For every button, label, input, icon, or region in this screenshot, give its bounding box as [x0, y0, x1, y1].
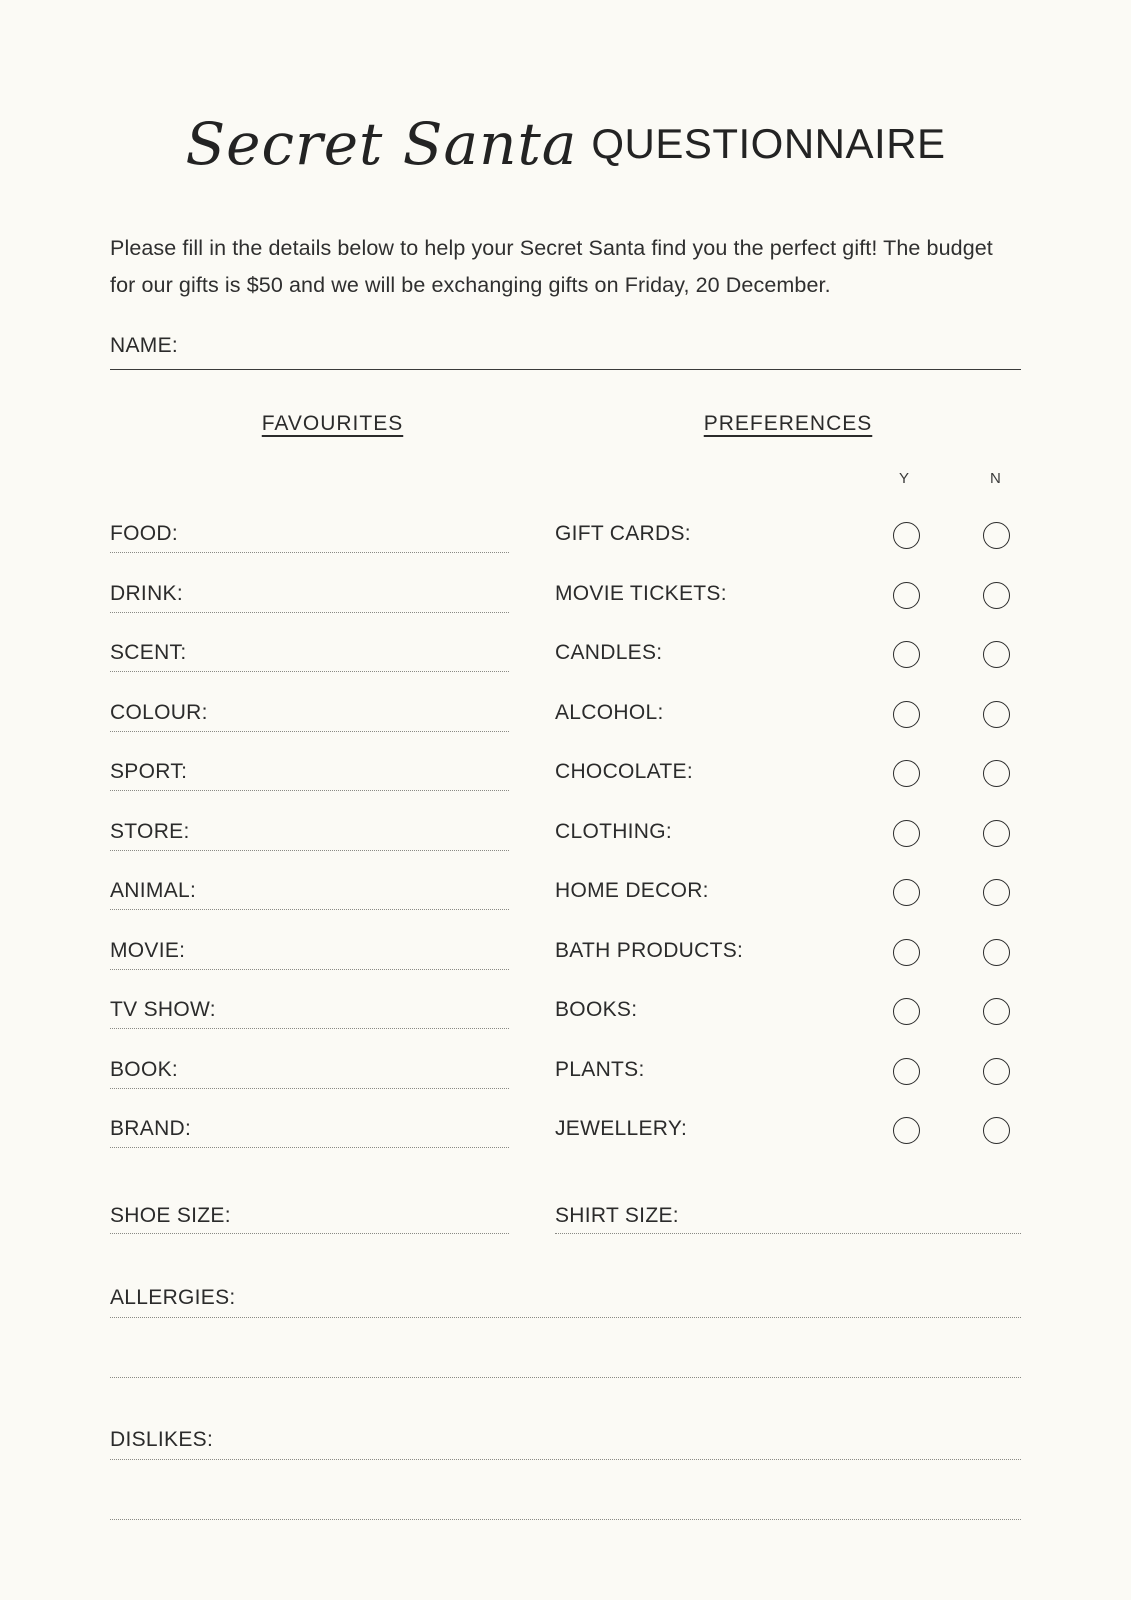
- preference-row: [555, 496, 1021, 556]
- title-line: [185, 110, 945, 178]
- preference-label: ALCOHOL:: [555, 700, 664, 724]
- preference-label: GIFT CARDS:: [555, 522, 691, 546]
- preference-yes-radio[interactable]: [893, 939, 920, 966]
- favourite-label: BOOK:: [110, 1057, 179, 1081]
- shirt-size-field[interactable]: [555, 1188, 1021, 1236]
- preference-row: [555, 674, 1021, 734]
- preference-label: PLANTS:: [555, 1057, 645, 1081]
- sizes-row: [110, 1188, 1021, 1236]
- preference-yes-radio[interactable]: [893, 1058, 920, 1085]
- intro-paragraph: Please fill in the details below to help your Secret Santa find you the perfect gift! The budget for our gifts is $50 and we will be exchanging gifts on Friday, 20 December.: [110, 236, 993, 297]
- preference-yes-radio[interactable]: [893, 879, 920, 906]
- no-column-header: N: [990, 469, 1002, 487]
- preference-yes-radio[interactable]: [893, 701, 920, 728]
- preference-row: [555, 1091, 1021, 1151]
- allergies-row-2[interactable]: [110, 1318, 1021, 1378]
- favourite-input-rule[interactable]: [110, 909, 509, 910]
- favourite-label: BRAND:: [110, 1117, 192, 1141]
- favourite-row[interactable]: [110, 853, 555, 913]
- favourite-input-rule[interactable]: [110, 671, 509, 672]
- preference-no-radio[interactable]: [983, 939, 1010, 966]
- allergies-label: ALLERGIES:: [110, 1286, 236, 1310]
- preference-row: [555, 555, 1021, 615]
- title-plain-text: QUESTIONNAIRE: [591, 120, 946, 167]
- favourite-row[interactable]: [110, 912, 555, 972]
- preference-label: JEWELLERY:: [555, 1117, 688, 1141]
- page-title: [110, 0, 1021, 178]
- preference-label: CLOTHING:: [555, 819, 673, 843]
- preference-label: HOME DECOR:: [555, 879, 709, 903]
- preference-row: [555, 1031, 1021, 1091]
- preference-yes-radio[interactable]: [893, 641, 920, 668]
- preference-yes-radio[interactable]: [893, 1117, 920, 1144]
- dislikes-input-rule-2[interactable]: [110, 1519, 1021, 1520]
- favourite-input-rule[interactable]: [110, 1028, 509, 1029]
- shoe-size-field[interactable]: [110, 1188, 555, 1236]
- name-label: NAME:: [110, 333, 179, 357]
- preference-row: [555, 972, 1021, 1032]
- preferences-column: [555, 470, 1021, 1151]
- dislikes-row-1[interactable]: [110, 1400, 1021, 1460]
- favourite-label: DRINK:: [110, 581, 183, 605]
- preference-label: BATH PRODUCTS:: [555, 938, 744, 962]
- shoe-size-label: SHOE SIZE:: [110, 1204, 231, 1228]
- allergies-row-1[interactable]: [110, 1258, 1021, 1318]
- name-input-rule[interactable]: [110, 369, 1021, 370]
- preference-no-radio[interactable]: [983, 820, 1010, 847]
- preference-no-radio[interactable]: [983, 701, 1010, 728]
- preference-no-radio[interactable]: [983, 522, 1010, 549]
- preferences-heading: PREFERENCES: [703, 411, 873, 435]
- favourite-row[interactable]: [110, 555, 555, 615]
- favourite-label: MOVIE:: [110, 938, 186, 962]
- shirt-size-label: SHIRT SIZE:: [555, 1204, 679, 1228]
- favourite-label: SCENT:: [110, 641, 187, 665]
- favourite-input-rule[interactable]: [110, 969, 509, 970]
- preference-label: BOOKS:: [555, 998, 638, 1022]
- favourite-input-rule[interactable]: [110, 731, 509, 732]
- form-columns: [110, 470, 1021, 1151]
- favourite-row[interactable]: [110, 615, 555, 675]
- favourite-row[interactable]: [110, 793, 555, 853]
- favourite-label: STORE:: [110, 819, 190, 843]
- preference-label: CHOCOLATE:: [555, 760, 693, 784]
- favourite-label: ANIMAL:: [110, 879, 197, 903]
- dislikes-row-2[interactable]: [110, 1460, 1021, 1520]
- preference-row: [555, 793, 1021, 853]
- dislikes-label: DISLIKES:: [110, 1428, 214, 1452]
- preference-no-radio[interactable]: [983, 1117, 1010, 1144]
- favourites-heading: FAVOURITES: [261, 411, 404, 435]
- preference-row: [555, 734, 1021, 794]
- favourites-spacer: [110, 470, 555, 496]
- preference-label: CANDLES:: [555, 641, 663, 665]
- shirt-size-input-rule[interactable]: [555, 1233, 1021, 1234]
- yes-no-header-row: [555, 470, 1021, 496]
- favourite-input-rule[interactable]: [110, 1088, 509, 1089]
- section-headers: [110, 412, 1021, 436]
- preference-no-radio[interactable]: [983, 760, 1010, 787]
- favourite-row[interactable]: [110, 1031, 555, 1091]
- favourite-row[interactable]: [110, 674, 555, 734]
- dislikes-field[interactable]: [110, 1400, 1021, 1520]
- favourite-row[interactable]: [110, 1091, 555, 1151]
- preference-yes-radio[interactable]: [893, 820, 920, 847]
- preference-no-radio[interactable]: [983, 879, 1010, 906]
- name-field[interactable]: [110, 334, 1021, 370]
- allergies-input-rule-2[interactable]: [110, 1377, 1021, 1378]
- preference-yes-radio[interactable]: [893, 582, 920, 609]
- allergies-field[interactable]: [110, 1258, 1021, 1378]
- preference-row: [555, 615, 1021, 675]
- favourite-label: FOOD:: [110, 522, 178, 546]
- preference-no-radio[interactable]: [983, 998, 1010, 1025]
- favourite-input-rule[interactable]: [110, 552, 509, 553]
- preference-yes-radio[interactable]: [893, 998, 920, 1025]
- title-script-text: Secret Santa: [185, 110, 578, 178]
- preference-yes-radio[interactable]: [893, 522, 920, 549]
- favourite-label: SPORT:: [110, 760, 188, 784]
- preference-no-radio[interactable]: [983, 582, 1010, 609]
- favourites-column: [110, 470, 555, 1151]
- preference-row: [555, 912, 1021, 972]
- favourite-input-rule[interactable]: [110, 850, 509, 851]
- yes-column-header: Y: [899, 469, 910, 487]
- preference-yes-radio[interactable]: [893, 760, 920, 787]
- favourite-row[interactable]: [110, 496, 555, 556]
- favourite-row[interactable]: [110, 972, 555, 1032]
- preference-no-radio[interactable]: [983, 641, 1010, 668]
- preference-label: MOVIE TICKETS:: [555, 581, 727, 605]
- shoe-size-input-rule[interactable]: [110, 1233, 509, 1234]
- favourite-label: TV SHOW:: [110, 998, 216, 1022]
- favourite-input-rule[interactable]: [110, 790, 509, 791]
- favourite-input-rule[interactable]: [110, 1147, 509, 1148]
- preference-row: [555, 853, 1021, 913]
- favourite-row[interactable]: [110, 734, 555, 794]
- preference-no-radio[interactable]: [983, 1058, 1010, 1085]
- favourite-input-rule[interactable]: [110, 612, 509, 613]
- favourite-label: COLOUR:: [110, 700, 208, 724]
